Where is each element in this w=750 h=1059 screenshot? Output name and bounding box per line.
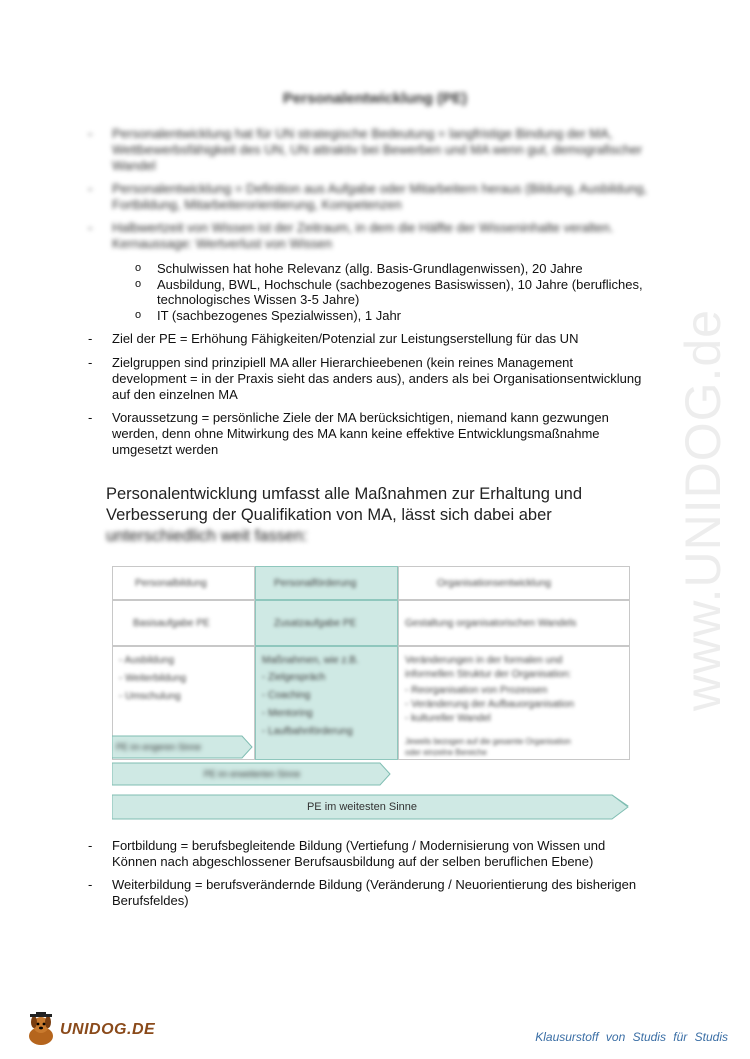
bullet-text: Personalentwicklung = Definition aus Aufgabe oder Mitarbeitern heraus (Bildung, Ausbildung, Fortbildung, Mitarbeiterorientierung, Kompetenzen <box>112 181 648 212</box>
diagram-row2-1: Basisaufgabe PE <box>112 600 255 646</box>
bullet-zielgruppen: - Zielgruppen sind prinzipiell MA aller Hierarchieebenen (kein reines Management development = in der Praxis sieht das anders aus), anders als bei Organisationsentwicklung auf den einzelnen MA <box>88 355 648 403</box>
blurred-bullet-1: - Personalentwicklung hat für UN strategische Bedeutung = langfristige Bindung der MA, Wettbewerbsfähigkeit des UN, UN attraktiv bei Bewerben und MA wenn gut, demografischer Wandel <box>88 126 648 174</box>
bullet-text: Personalentwicklung hat für UN strategische Bedeutung = langfristige Bindung der MA, Wettbewerbsfähigkeit des UN, UN attraktiv bei Bewerben und MA wenn gut, demografischer Wandel <box>112 126 643 173</box>
sub-bullet-text: Schulwissen hat hohe Relevanz (allg. Basis-Grundlagenwissen), 20 Jahre <box>157 261 583 276</box>
bullet-voraussetzung: - Voraussetzung = persönliche Ziele der MA berücksichtigen, niemand kann gezwungen werden, denn ohne Mitwirkung des MA kann keine effektive Entwicklungsmaßnahme umgesetzt werden <box>88 410 648 458</box>
logo-text: UNIDOG.DE <box>60 1021 156 1038</box>
bullet-fortbildung: - Fortbildung = berufsbegleitende Bildung (Vertiefung / Modernisierung von Wissen und Können nach abgeschlossener Berufsausbildung auf der selben beruflichen Ebene) <box>88 838 648 870</box>
arrow-extended-label: PE im erweiterten Sinne <box>203 769 301 779</box>
bullet-text: Voraussetzung = persönliche Ziele der MA berücksichtigen, niemand kann gezwungen werden, denn ohne Mitwirkung des MA kann keine effektive Entwicklungsmaßnahme umgesetzt werden <box>112 410 609 457</box>
sub-bullet-text: Ausbildung, BWL, Hochschule (sachbezogenes Basiswissen), 10 Jahre (berufliches, technologisches Wissen 3-5 Jahre) <box>157 277 643 307</box>
unidog-logo[interactable] <box>22 1012 155 1048</box>
bullet-text: Fortbildung = berufsbegleitende Bildung (Vertiefung / Modernisierung von Wissen und Können nach abgeschlossener Berufsausbildung auf der selben beruflichen Ebene) <box>112 838 606 869</box>
diagram-row3-3: Veränderungen in der formalen und informellen Struktur der Organisation: - Reorganisation von Prozessen - Veränderung der Aufbauorganisation - kultureller Wandel Jeweils bezogen auf die gesamte Organisation oder einzelne Bereiche <box>398 646 630 760</box>
diagram-row2-2: Zusatzaufgabe PE <box>255 600 398 646</box>
diagram-row3-2: Maßnahmen, wie z.B. - Zielgespräch - Coaching - Mentoring - Laufbahnförderung <box>255 646 398 760</box>
intro-line-2: Verbesserung der Qualifikation von MA, lässt sich dabei aber <box>106 506 552 524</box>
intro-line-1: Personalentwicklung umfasst alle Maßnahmen zur Erhaltung und <box>106 485 583 503</box>
bullet-ziel: - Ziel der PE = Erhöhung Fähigkeiten/Potenzial zur Leistungserstellung für das UN <box>88 331 648 347</box>
intro-line-3: unterschiedlich weit fassen: <box>106 527 308 545</box>
diagram-row3-1: - Ausbildung - Weiterbildung - Umschulung <box>112 646 255 760</box>
bullet-weiterbildung: - Weiterbildung = berufsverändernde Bildung (Veränderung / Neuorientierung des bisherigen Berufsfeldes) <box>88 877 648 909</box>
blurred-bullet-3: - Halbwertzeit von Wissen ist der Zeitraum, in dem die Hälfte der Wisseninhalte veralten. Kernaussage: Wertverlust von Wissen <box>88 220 648 252</box>
diagram-header-1: Personalbildung <box>112 566 255 600</box>
arrow-widest-label: PE im weitesten Sinne <box>306 801 418 813</box>
arrow-narrow-label: PE im engeren Sinne <box>116 742 202 752</box>
watermark: www.UNIDOG.de <box>675 309 731 711</box>
sub-bullet-3: o IT (sachbezogenes Spezialwissen), 1 Jahr <box>135 308 655 323</box>
bullet-text: Halbwertzeit von Wissen ist der Zeitraum, in dem die Hälfte der Wisseninhalte veralten. Kernaussage: Wertverlust von Wissen <box>112 220 614 251</box>
sub-bullet-1: o Schulwissen hat hohe Relevanz (allg. Basis-Grundlagenwissen), 20 Jahre <box>135 261 655 276</box>
sub-bullet-2: o Ausbildung, BWL, Hochschule (sachbezogenes Basiswissen), 10 Jahre (berufliches, technologisches Wissen 3-5 Jahre) <box>135 277 655 307</box>
bullet-text: Ziel der PE = Erhöhung Fähigkeiten/Potenzial zur Leistungserstellung für das UN <box>112 331 579 346</box>
diagram-header-2: Personalförderung <box>255 566 398 600</box>
diagram-intro <box>106 484 626 547</box>
diagram-row2-3: Gestaltung organisatorischen Wandels <box>398 600 630 646</box>
bullet-text: Weiterbildung = berufsverändernde Bildung (Veränderung / Neuorientierung des bisherigen Berufsfeldes) <box>112 877 637 908</box>
dog-mascot-icon <box>22 1012 60 1048</box>
footer-slogan: Klausurstoff von Studis für Studis <box>535 1030 728 1044</box>
diagram-header-3: Organisationsentwicklung <box>398 566 630 600</box>
blurred-bullet-2: - Personalentwicklung = Definition aus Aufgabe oder Mitarbeitern heraus (Bildung, Ausbildung, Fortbildung, Mitarbeiterorientierung, Kompetenzen <box>88 181 648 212</box>
bullet-text: Zielgruppen sind prinzipiell MA aller Hierarchieebenen (kein reines Management development = in der Praxis sieht das anders aus), anders als bei Organisationsentwicklung auf den einzelnen MA <box>112 355 642 402</box>
sub-bullet-text: IT (sachbezogenes Spezialwissen), 1 Jahr <box>157 308 401 323</box>
page-title: Personalentwicklung (PE) <box>282 90 468 107</box>
pe-diagram <box>112 566 630 806</box>
